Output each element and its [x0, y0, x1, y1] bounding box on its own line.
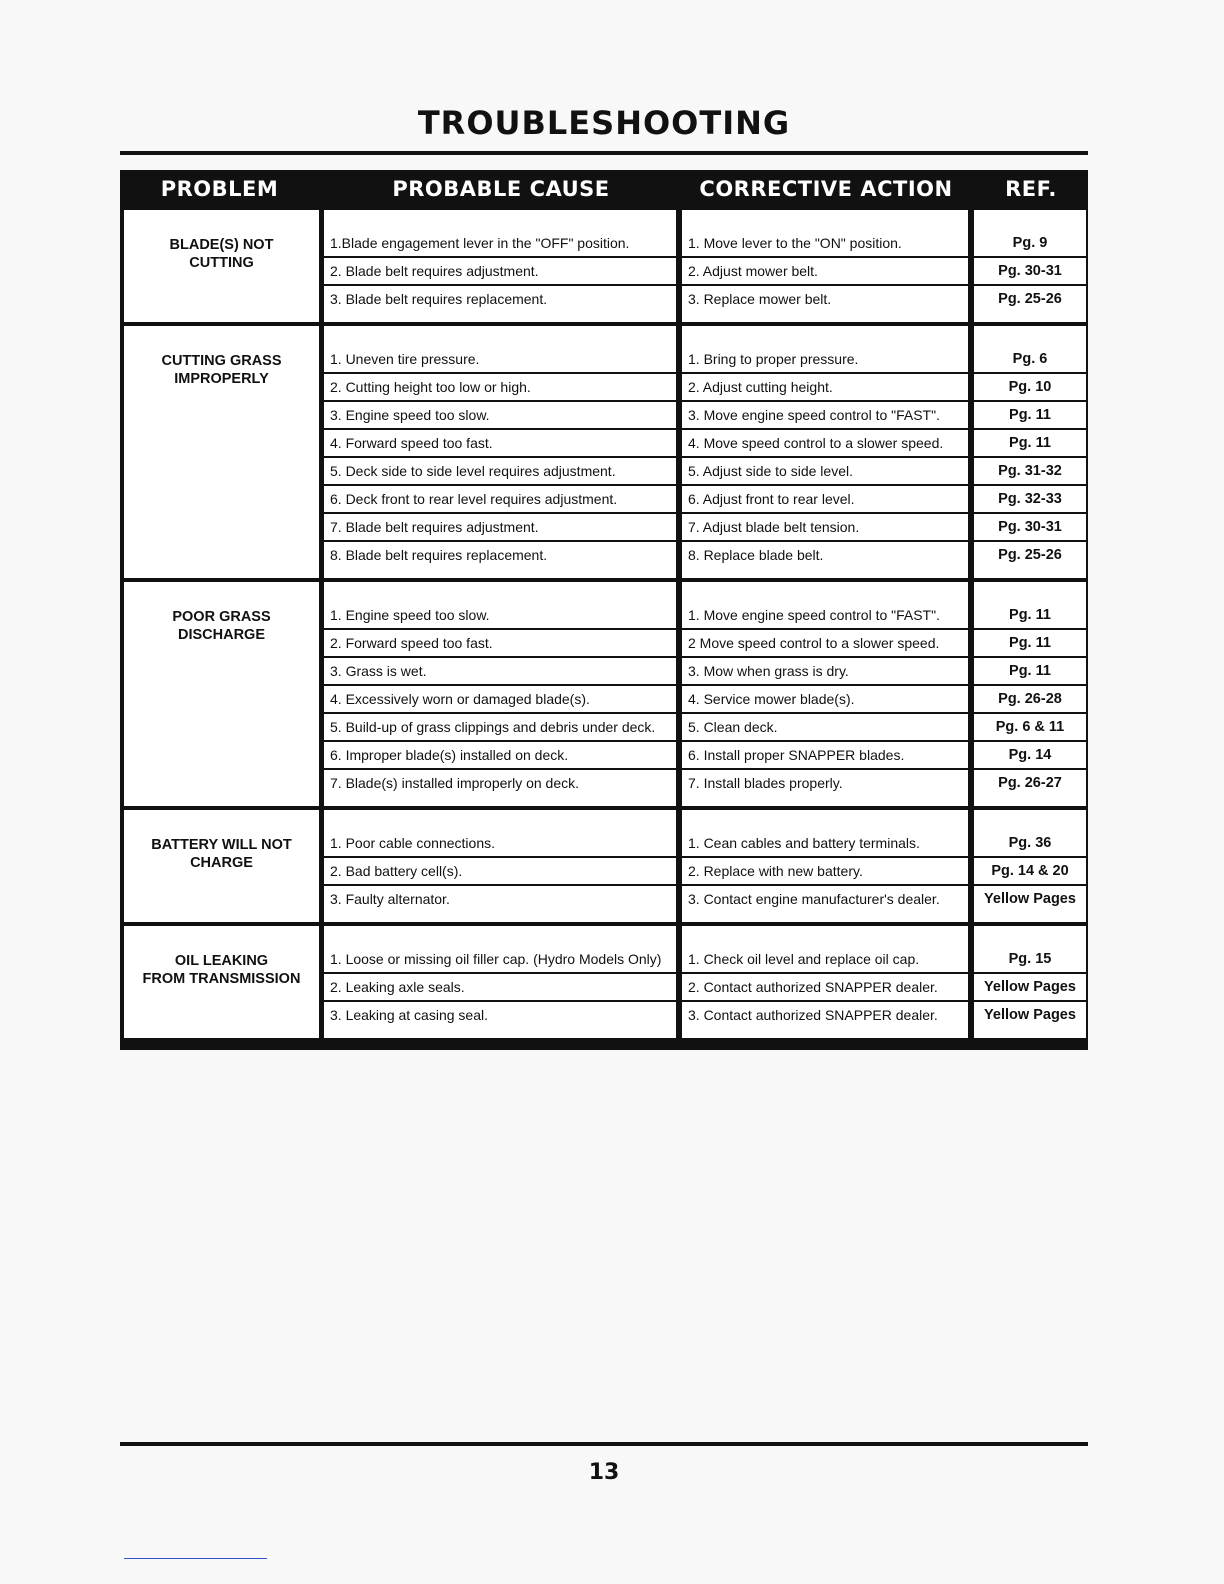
- ref-cell: Pg. 26-28: [974, 686, 1086, 712]
- ref-cell: Pg. 14: [974, 742, 1086, 768]
- cause-cell: 3. Faulty alternator.: [324, 886, 676, 922]
- footer-divider: [120, 1442, 1088, 1446]
- ref-cell: Pg. 11: [974, 602, 1086, 628]
- action-cell: 1. Check oil level and replace oil cap.: [682, 946, 968, 972]
- problem-label: BATTERY WILL NOT CHARGE: [124, 810, 319, 922]
- ref-cell: Pg. 26-27: [974, 770, 1086, 806]
- cell-padding: [324, 210, 676, 230]
- action-cell: 2. Contact authorized SNAPPER dealer.: [682, 974, 968, 1000]
- header-probable-cause: PROBABLE CAUSE: [392, 177, 610, 201]
- action-cell: 2. Adjust mower belt.: [682, 258, 968, 284]
- troubleshooting-table: [120, 170, 1088, 1050]
- ref-cell: Pg. 25-26: [974, 542, 1086, 578]
- ref-cell: Yellow Pages: [974, 886, 1086, 922]
- header-ref: REF.: [1005, 177, 1057, 201]
- action-cell: 7. Install blades properly.: [682, 770, 968, 806]
- ref-cell: Pg. 36: [974, 830, 1086, 856]
- problem-label: OIL LEAKING FROM TRANSMISSION: [124, 926, 319, 1038]
- cause-cell: 1. Engine speed too slow.: [324, 602, 676, 628]
- ref-cell: Pg. 14 & 20: [974, 858, 1086, 884]
- ref-cell: Yellow Pages: [974, 1002, 1086, 1038]
- cause-cell: 6. Deck front to rear level requires adjustment.: [324, 486, 676, 512]
- cell-padding: [324, 810, 676, 830]
- action-cell: 6. Adjust front to rear level.: [682, 486, 968, 512]
- cause-cell: 1. Loose or missing oil filler cap. (Hydro Models Only): [324, 946, 676, 972]
- problem-group: [124, 326, 1084, 578]
- action-cell: 1. Move engine speed control to "FAST".: [682, 602, 968, 628]
- cause-cell: 4. Excessively worn or damaged blade(s).: [324, 686, 676, 712]
- problem-label: POOR GRASS DISCHARGE: [124, 582, 319, 806]
- cause-cell: 3. Grass is wet.: [324, 658, 676, 684]
- action-cell: 3. Mow when grass is dry.: [682, 658, 968, 684]
- ref-cell: Pg. 6: [974, 346, 1086, 372]
- ref-cell: Pg. 30-31: [974, 514, 1086, 540]
- cell-padding: [974, 926, 1086, 946]
- title-divider: [120, 151, 1088, 155]
- cell-padding: [974, 210, 1086, 230]
- cause-cell: 5. Deck side to side level requires adjustment.: [324, 458, 676, 484]
- cell-padding: [682, 326, 968, 346]
- action-cell: 3. Replace mower belt.: [682, 286, 968, 322]
- cause-cell: 2. Bad battery cell(s).: [324, 858, 676, 884]
- cell-padding: [324, 582, 676, 602]
- ref-cell: Pg. 25-26: [974, 286, 1086, 322]
- cause-cell: 5. Build-up of grass clippings and debris under deck.: [324, 714, 676, 740]
- cause-cell: 3. Blade belt requires replacement.: [324, 286, 676, 322]
- ref-cell: Pg. 15: [974, 946, 1086, 972]
- cell-padding: [682, 810, 968, 830]
- cell-padding: [324, 926, 676, 946]
- cause-cell: 1. Poor cable connections.: [324, 830, 676, 856]
- cause-cell: 2. Blade belt requires adjustment.: [324, 258, 676, 284]
- cause-cell: 1.Blade engagement lever in the "OFF" position.: [324, 230, 676, 256]
- footer-link-underline: [124, 1558, 267, 1559]
- cell-padding: [974, 582, 1086, 602]
- page-title: TROUBLESHOOTING: [417, 104, 791, 142]
- action-cell: 3. Contact authorized SNAPPER dealer.: [682, 1002, 968, 1038]
- action-cell: 4. Service mower blade(s).: [682, 686, 968, 712]
- action-cell: 1. Bring to proper pressure.: [682, 346, 968, 372]
- cause-cell: 7. Blade(s) installed improperly on deck.: [324, 770, 676, 806]
- cell-padding: [682, 582, 968, 602]
- action-cell: 5. Adjust side to side level.: [682, 458, 968, 484]
- action-cell: 8. Replace blade belt.: [682, 542, 968, 578]
- page-number: 13: [588, 1460, 620, 1485]
- action-cell: 3. Move engine speed control to "FAST".: [682, 402, 968, 428]
- action-cell: 2. Adjust cutting height.: [682, 374, 968, 400]
- cause-cell: 8. Blade belt requires replacement.: [324, 542, 676, 578]
- cause-cell: 1. Uneven tire pressure.: [324, 346, 676, 372]
- cell-padding: [682, 210, 968, 230]
- action-cell: 1. Cean cables and battery terminals.: [682, 830, 968, 856]
- action-cell: 4. Move speed control to a slower speed.: [682, 430, 968, 456]
- ref-cell: Yellow Pages: [974, 974, 1086, 1000]
- ref-cell: Pg. 11: [974, 630, 1086, 656]
- cause-cell: 2. Forward speed too fast.: [324, 630, 676, 656]
- cause-cell: 4. Forward speed too fast.: [324, 430, 676, 456]
- cause-cell: 3. Leaking at casing seal.: [324, 1002, 676, 1038]
- action-cell: 2 Move speed control to a slower speed.: [682, 630, 968, 656]
- ref-cell: Pg. 10: [974, 374, 1086, 400]
- cause-cell: 6. Improper blade(s) installed on deck.: [324, 742, 676, 768]
- ref-cell: Pg. 9: [974, 230, 1086, 256]
- problem-group: [124, 582, 1084, 806]
- problem-group: [124, 810, 1084, 922]
- ref-cell: Pg. 31-32: [974, 458, 1086, 484]
- action-cell: 3. Contact engine manufacturer's dealer.: [682, 886, 968, 922]
- action-cell: 7. Adjust blade belt tension.: [682, 514, 968, 540]
- cell-padding: [974, 326, 1086, 346]
- cell-padding: [974, 810, 1086, 830]
- cause-cell: 7. Blade belt requires adjustment.: [324, 514, 676, 540]
- ref-cell: Pg. 11: [974, 402, 1086, 428]
- cell-padding: [682, 926, 968, 946]
- problem-group: [124, 210, 1084, 322]
- table-header-row: [120, 170, 1088, 206]
- problem-label: BLADE(S) NOT CUTTING: [124, 210, 319, 322]
- problem-label: CUTTING GRASS IMPROPERLY: [124, 326, 319, 578]
- ref-cell: Pg. 30-31: [974, 258, 1086, 284]
- action-cell: 5. Clean deck.: [682, 714, 968, 740]
- problem-group: [124, 926, 1084, 1038]
- action-cell: 2. Replace with new battery.: [682, 858, 968, 884]
- ref-cell: Pg. 11: [974, 430, 1086, 456]
- cause-cell: 3. Engine speed too slow.: [324, 402, 676, 428]
- cause-cell: 2. Leaking axle seals.: [324, 974, 676, 1000]
- action-cell: 6. Install proper SNAPPER blades.: [682, 742, 968, 768]
- ref-cell: Pg. 11: [974, 658, 1086, 684]
- header-problem: PROBLEM: [160, 177, 279, 201]
- action-cell: 1. Move lever to the "ON" position.: [682, 230, 968, 256]
- header-corrective-action: CORRECTIVE ACTION: [699, 177, 953, 201]
- ref-cell: Pg. 32-33: [974, 486, 1086, 512]
- ref-cell: Pg. 6 & 11: [974, 714, 1086, 740]
- cell-padding: [324, 326, 676, 346]
- cause-cell: 2. Cutting height too low or high.: [324, 374, 676, 400]
